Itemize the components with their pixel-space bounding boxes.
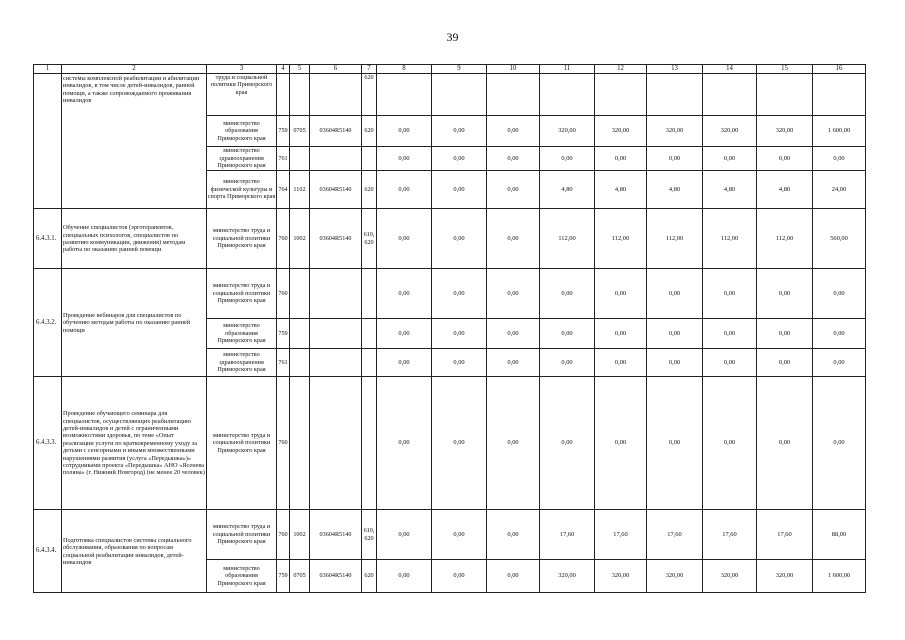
amount-cell: 17,60 — [757, 510, 813, 560]
table-row — [34, 74, 866, 116]
expense-type-cell: 610, 620 — [362, 209, 377, 269]
amount-cell — [377, 74, 432, 116]
amount-cell: 112,00 — [703, 209, 757, 269]
amount-cell: 0,00 — [703, 319, 757, 349]
row-number-cell: 6.4.3.4. — [34, 510, 62, 593]
amount-cell: 112,00 — [540, 209, 595, 269]
amount-cell: 112,00 — [647, 209, 703, 269]
description-cell: Подготовка специалистов системы социального обслуживания, образования по вопросам социальной реабилитации инвалидов, детей-инвалидов — [62, 510, 207, 593]
header-cell: 5 — [290, 65, 310, 74]
amount-cell: 0,00 — [377, 319, 432, 349]
expense-type-cell: 620 — [362, 74, 377, 116]
expense-type-cell — [362, 319, 377, 349]
department-code-cell: 759 — [277, 560, 290, 593]
section-code-cell: 1102 — [290, 171, 310, 209]
budget-table-container — [33, 64, 866, 593]
target-article-cell — [310, 349, 362, 377]
target-article-cell: 03604R5140 — [310, 171, 362, 209]
responsible-org-cell: министерство труда и социальной политики Приморского края — [207, 209, 277, 269]
department-code-cell: 760 — [277, 510, 290, 560]
section-code-cell: 0705 — [290, 116, 310, 147]
amount-cell: 0,00 — [813, 349, 866, 377]
target-article-cell — [310, 319, 362, 349]
department-code-cell: 761 — [277, 349, 290, 377]
amount-cell: 0,00 — [432, 269, 487, 319]
page-number: 39 — [446, 30, 459, 44]
amount-cell: 0,00 — [647, 269, 703, 319]
expense-type-cell: 620 — [362, 171, 377, 209]
amount-cell: 17,60 — [703, 510, 757, 560]
amount-cell — [487, 74, 540, 116]
amount-cell: 0,00 — [540, 319, 595, 349]
expense-type-cell: 620 — [362, 116, 377, 147]
amount-cell: 320,00 — [540, 560, 595, 593]
target-article-cell: 03604R5140 — [310, 510, 362, 560]
responsible-org-cell: министерство здравоохранения Приморского края — [207, 147, 277, 171]
responsible-org-cell: министерство образования Приморского края — [207, 560, 277, 593]
amount-cell: 0,00 — [487, 319, 540, 349]
description-cell: Проведение вебинаров для специалистов по обучению методам работы по оказанию ранней помощи — [62, 269, 207, 377]
amount-cell — [703, 74, 757, 116]
amount-cell: 320,00 — [595, 560, 647, 593]
amount-cell: 0,00 — [432, 209, 487, 269]
section-code-cell — [290, 349, 310, 377]
target-article-cell — [310, 147, 362, 171]
header-cell: 8 — [377, 65, 432, 74]
target-article-cell — [310, 74, 362, 116]
amount-cell: 320,00 — [595, 116, 647, 147]
header-cell: 6 — [310, 65, 362, 74]
responsible-org-cell: министерство труда и социальной политики Приморского края — [207, 269, 277, 319]
header-cell: 2 — [62, 65, 207, 74]
amount-cell: 0,00 — [432, 116, 487, 147]
amount-cell: 560,00 — [813, 209, 866, 269]
amount-cell: 0,00 — [487, 116, 540, 147]
description-cell: системы комплексной реабилитации и абилитации инвалидов, в том числе детей-инвалидов, ранней помощи, а также сопровождаемого проживания инвалидов — [62, 74, 207, 209]
amount-cell: 0,00 — [432, 560, 487, 593]
target-article-cell — [310, 269, 362, 319]
amount-cell: 0,00 — [703, 349, 757, 377]
table-body — [34, 65, 866, 593]
header-cell: 3 — [207, 65, 277, 74]
amount-cell: 320,00 — [540, 116, 595, 147]
amount-cell: 0,00 — [703, 147, 757, 171]
amount-cell: 0,00 — [595, 349, 647, 377]
description-cell: Проведение обучающего семинара для специалистов, осуществляющих реабилитацию детей-инвалидов и детей с ограниченными возможностями здоровья, по теме «Опыт реализации услуги по кратковременному уходу за детьми с сенсорными и иными множественными нарушениями развития (услуга «Передышка»)» сотрудниками проекта «Передышка» АНО «Ясенева поляна» (г. Нижний Новгород) (не менее 20 человек) — [62, 377, 207, 510]
budget-table — [33, 64, 866, 593]
amount-cell: 0,00 — [647, 349, 703, 377]
amount-cell: 0,00 — [377, 209, 432, 269]
amount-cell: 0,00 — [487, 171, 540, 209]
header-row — [34, 65, 866, 74]
amount-cell: 4,80 — [703, 171, 757, 209]
amount-cell: 0,00 — [595, 147, 647, 171]
header-cell: 4 — [277, 65, 290, 74]
amount-cell: 0,00 — [647, 377, 703, 510]
header-cell: 13 — [647, 65, 703, 74]
expense-type-cell: 620 — [362, 560, 377, 593]
amount-cell: 0,00 — [813, 377, 866, 510]
header-cell: 1 — [34, 65, 62, 74]
amount-cell: 0,00 — [540, 377, 595, 510]
amount-cell: 0,00 — [757, 319, 813, 349]
amount-cell: 0,00 — [377, 269, 432, 319]
row-number-cell: 6.4.3.2. — [34, 269, 62, 377]
row-number-cell: 6.4.3.3. — [34, 377, 62, 510]
expense-type-cell — [362, 269, 377, 319]
amount-cell: 0,00 — [432, 147, 487, 171]
amount-cell: 0,00 — [487, 510, 540, 560]
amount-cell: 0,00 — [813, 269, 866, 319]
header-cell: 14 — [703, 65, 757, 74]
amount-cell: 17,60 — [647, 510, 703, 560]
amount-cell — [757, 74, 813, 116]
responsible-org-cell: министерство здравоохранения Приморского края — [207, 349, 277, 377]
header-cell: 9 — [432, 65, 487, 74]
amount-cell: 0,00 — [432, 319, 487, 349]
header-cell: 12 — [595, 65, 647, 74]
amount-cell: 0,00 — [377, 147, 432, 171]
amount-cell: 0,00 — [487, 377, 540, 510]
amount-cell: 320,00 — [647, 560, 703, 593]
responsible-org-cell: министерство труда и социальной политики Приморского края — [207, 510, 277, 560]
amount-cell: 0,00 — [377, 510, 432, 560]
expense-type-cell — [362, 349, 377, 377]
amount-cell: 320,00 — [757, 560, 813, 593]
amount-cell: 0,00 — [595, 319, 647, 349]
target-article-cell — [310, 377, 362, 510]
amount-cell: 320,00 — [647, 116, 703, 147]
amount-cell: 24,00 — [813, 171, 866, 209]
header-cell: 7 — [362, 65, 377, 74]
amount-cell: 0,00 — [647, 147, 703, 171]
responsible-org-cell: министерство образования Приморского края — [207, 319, 277, 349]
department-code-cell: 759 — [277, 116, 290, 147]
amount-cell: 17,60 — [595, 510, 647, 560]
target-article-cell: 03604R5140 — [310, 116, 362, 147]
amount-cell: 17,60 — [540, 510, 595, 560]
row-number-cell: 6.4.3.1. — [34, 209, 62, 269]
amount-cell: 0,00 — [432, 377, 487, 510]
amount-cell: 0,00 — [595, 377, 647, 510]
amount-cell: 320,00 — [757, 116, 813, 147]
amount-cell: 0,00 — [703, 377, 757, 510]
amount-cell: 0,00 — [432, 510, 487, 560]
section-code-cell — [290, 74, 310, 116]
responsible-org-cell: министерство труда и социальной политики Приморского края — [207, 377, 277, 510]
target-article-cell: 03604R5140 — [310, 560, 362, 593]
department-code-cell: 760 — [277, 377, 290, 510]
section-code-cell: 1002 — [290, 209, 310, 269]
amount-cell: 1 600,00 — [813, 560, 866, 593]
amount-cell: 112,00 — [757, 209, 813, 269]
amount-cell — [540, 74, 595, 116]
table-row — [34, 377, 866, 510]
amount-cell — [813, 74, 866, 116]
responsible-org-cell: министерство физической культуры и спорта Приморского края — [207, 171, 277, 209]
amount-cell: 4,80 — [540, 171, 595, 209]
target-article-cell: 03604R5140 — [310, 209, 362, 269]
amount-cell: 0,00 — [487, 560, 540, 593]
department-code-cell — [277, 74, 290, 116]
amount-cell: 0,00 — [540, 147, 595, 171]
amount-cell: 0,00 — [377, 349, 432, 377]
expense-type-cell — [362, 147, 377, 171]
description-cell: Обучение специалистов (эрготерапевтов, специальных психологов, специалистов по развитию коммуникации, движения) методам работы по оказанию ранней помощи — [62, 209, 207, 269]
amount-cell: 4,80 — [595, 171, 647, 209]
expense-type-cell — [362, 377, 377, 510]
amount-cell: 0,00 — [595, 269, 647, 319]
amount-cell: 112,00 — [595, 209, 647, 269]
responsible-org-cell: министерство образования Приморского края — [207, 116, 277, 147]
amount-cell: 88,00 — [813, 510, 866, 560]
expense-type-cell: 610, 620 — [362, 510, 377, 560]
table-row — [34, 209, 866, 269]
table-row — [34, 269, 866, 319]
section-code-cell — [290, 269, 310, 319]
amount-cell: 320,00 — [703, 116, 757, 147]
header-cell: 11 — [540, 65, 595, 74]
amount-cell: 0,00 — [487, 209, 540, 269]
department-code-cell: 760 — [277, 269, 290, 319]
amount-cell: 0,00 — [757, 269, 813, 319]
amount-cell: 0,00 — [757, 147, 813, 171]
amount-cell: 1 600,00 — [813, 116, 866, 147]
header-cell: 16 — [813, 65, 866, 74]
amount-cell: 0,00 — [487, 147, 540, 171]
amount-cell: 4,80 — [757, 171, 813, 209]
amount-cell — [647, 74, 703, 116]
amount-cell: 0,00 — [540, 269, 595, 319]
amount-cell: 0,00 — [757, 349, 813, 377]
amount-cell: 0,00 — [813, 319, 866, 349]
header-cell: 10 — [487, 65, 540, 74]
header-cell: 15 — [757, 65, 813, 74]
amount-cell: 0,00 — [757, 377, 813, 510]
section-code-cell: 1002 — [290, 510, 310, 560]
amount-cell: 0,00 — [540, 349, 595, 377]
amount-cell: 0,00 — [487, 349, 540, 377]
amount-cell: 0,00 — [432, 171, 487, 209]
amount-cell: 0,00 — [377, 377, 432, 510]
section-code-cell — [290, 377, 310, 510]
amount-cell: 0,00 — [703, 269, 757, 319]
row-number-cell — [34, 74, 62, 209]
amount-cell: 0,00 — [647, 319, 703, 349]
amount-cell: 0,00 — [377, 171, 432, 209]
amount-cell: 0,00 — [377, 116, 432, 147]
responsible-org-cell: труда и социальной политики Приморского края — [207, 74, 277, 116]
amount-cell: 0,00 — [377, 560, 432, 593]
amount-cell: 0,00 — [487, 269, 540, 319]
department-code-cell: 761 — [277, 147, 290, 171]
amount-cell — [432, 74, 487, 116]
section-code-cell — [290, 147, 310, 171]
department-code-cell: 759 — [277, 319, 290, 349]
table-row — [34, 510, 866, 560]
amount-cell: 0,00 — [813, 147, 866, 171]
amount-cell: 0,00 — [432, 349, 487, 377]
amount-cell: 320,00 — [703, 560, 757, 593]
amount-cell: 4,80 — [647, 171, 703, 209]
amount-cell — [595, 74, 647, 116]
department-code-cell: 760 — [277, 209, 290, 269]
section-code-cell — [290, 319, 310, 349]
section-code-cell: 0705 — [290, 560, 310, 593]
department-code-cell: 764 — [277, 171, 290, 209]
